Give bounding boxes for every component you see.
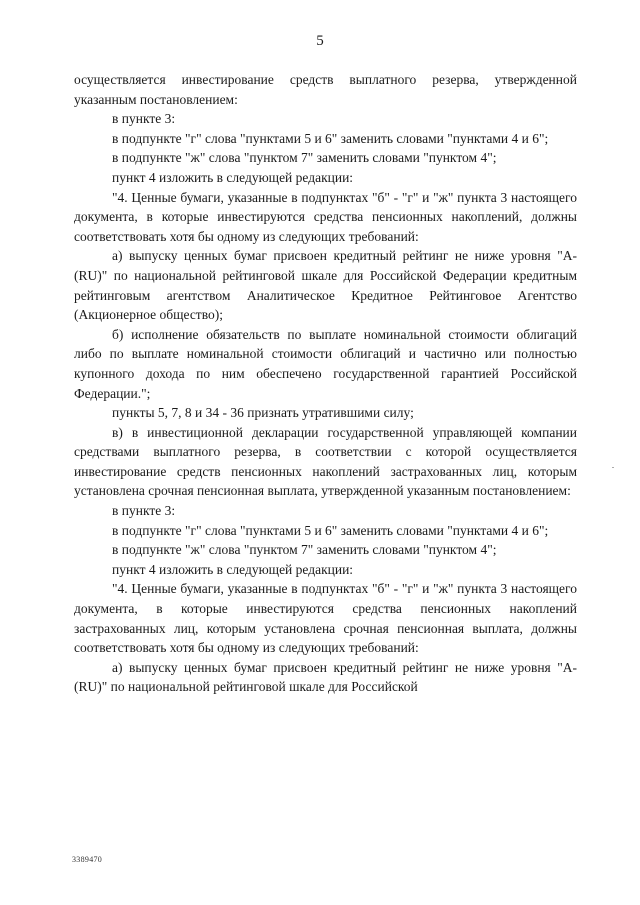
paragraph: в пункте 3: bbox=[112, 111, 176, 127]
paragraph: в подпункте "ж" слова "пунктом 7" заменить словами "пунктом 4"; bbox=[112, 150, 497, 166]
paragraph: в) в инвестиционной декларации государственной управляющей компании средствами выплатного резерва, в соответствии с которой осуществляется инвестирование средств пенсионных накоплений застрахованных лиц, которым установлена срочная пенсионная выплата, утвержденной указанным постановлением: bbox=[74, 424, 577, 499]
paragraph: в подпункте "ж" слова "пунктом 7" заменить словами "пунктом 4"; bbox=[112, 542, 497, 558]
paragraph: "4. Ценные бумаги, указанные в подпунктах "б" - "г" и "ж" пункта 3 настоящего документа, в которые инвестируются средства пенсионных накоплений, должны соответствовать хотя бы одному из следующих требований: bbox=[74, 189, 577, 244]
paragraph: пункт 4 изложить в следующей редакции: bbox=[112, 561, 354, 577]
paragraph: а) выпуску ценных бумаг присвоен кредитный рейтинг не ниже уровня "A-(RU)" по национальной рейтинговой шкале для Российской Федерации кредитным рейтинговым агентством Аналитическое Кредитное Рейтинговое Агентство (Акционерное общество); bbox=[74, 248, 577, 323]
document-id: 3389470 bbox=[72, 855, 103, 864]
scan-artifact bbox=[612, 467, 614, 468]
paragraph: "4. Ценные бумаги, указанные в подпунктах "б" - "г" и "ж" пункта 3 настоящего документа, в которые инвестируются средства пенсионных накоплений застрахованных лиц, которым установлена срочная пенсионная выплата, должны соответствовать хотя бы одному из следующих требований: bbox=[74, 581, 577, 656]
paragraph: б) исполнение обязательств по выплате номинальной стоимости облигаций либо по выплате номинальной стоимости облигаций и частично или полностью купонного дохода по ним обеспечено государственной гарантией Российской Федерации."; bbox=[74, 326, 577, 401]
document-body bbox=[74, 70, 577, 697]
paragraph: пункты 5, 7, 8 и 34 - 36 признать утратившими силу; bbox=[112, 405, 414, 421]
paragraph: в подпункте "г" слова "пунктами 5 и 6" заменить словами "пунктами 4 и 6"; bbox=[112, 522, 549, 538]
paragraph: осуществляется инвестирование средств выплатного резерва, утвержденной указанным постановлением: bbox=[74, 72, 577, 107]
paragraph: а) выпуску ценных бумаг присвоен кредитный рейтинг не ниже уровня "A-(RU)" по национальной рейтинговой шкале для Российской bbox=[74, 659, 577, 695]
paragraph: в подпункте "г" слова "пунктами 5 и 6" заменить словами "пунктами 4 и 6"; bbox=[112, 130, 549, 146]
paragraph: пункт 4 изложить в следующей редакции: bbox=[112, 169, 354, 185]
paragraph: в пункте 3: bbox=[112, 503, 176, 519]
page-number: 5 bbox=[316, 33, 324, 49]
